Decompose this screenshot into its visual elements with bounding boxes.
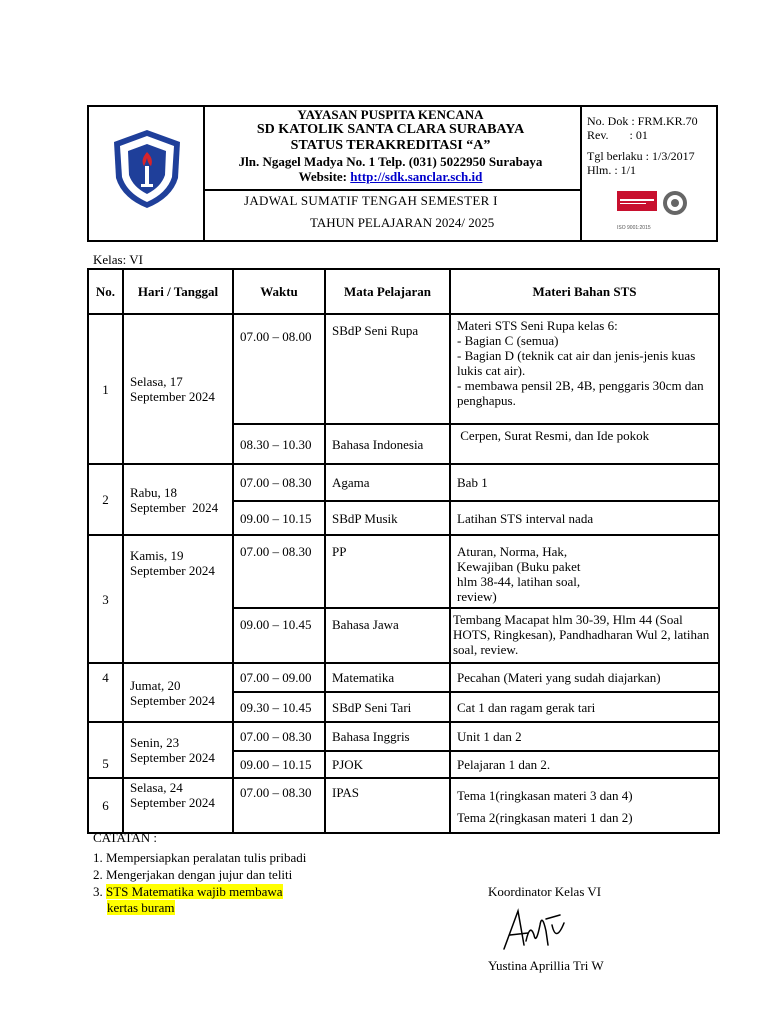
row-subject: Matematika — [325, 663, 450, 692]
row-subject: PJOK — [325, 751, 450, 778]
row-time: 07.00 – 08.30 — [233, 722, 325, 751]
row-time: 07.00 – 08.00 — [233, 314, 325, 424]
table-row — [88, 464, 719, 501]
school-logo — [110, 128, 184, 214]
website-line — [202, 169, 579, 184]
row-material: Cat 1 dan ragam gerak tari — [450, 692, 719, 722]
school-name: SD KATOLIK SANTA CLARA SURABAYA — [256, 122, 525, 137]
notes-title: CATATAN : — [93, 830, 158, 845]
row-material: Materi STS Seni Rupa kelas 6: - Bagian C (semua) - Bagian D (teknik cat air dan jenis-jenis kuas lukis cat air). - membawa pensil 2B, 4B, penggaris 30cm dan penghapus. — [450, 314, 719, 424]
foundation-name: YAYASAN PUSPITA KENCANA — [297, 107, 484, 122]
note-item — [93, 884, 283, 899]
row-time: 09.00 – 10.45 — [233, 608, 325, 663]
row-time: 07.00 – 08.30 — [233, 535, 325, 608]
row-day: Senin, 23 September 2024 — [123, 722, 233, 778]
website-label: Website: — [298, 169, 348, 184]
doc-title-1: JADWAL SUMATIF TENGAH SEMESTER I — [244, 193, 498, 208]
note-item: 2. Mengerjakan dengan jujur dan teliti — [93, 867, 293, 882]
signature-role: Koordinator Kelas VI — [488, 884, 602, 899]
row-number: 3 — [88, 535, 123, 663]
row-material: Cerpen, Surat Resmi, dan Ide pokok — [450, 424, 719, 464]
row-time: 08.30 – 10.30 — [233, 424, 325, 464]
row-day: Kamis, 19 September 2024 — [123, 535, 233, 663]
col-day: Hari / Tanggal — [123, 269, 233, 314]
table-header-row — [88, 269, 719, 314]
accreditation-status: STATUS TERAKREDITASI “A” — [290, 138, 491, 153]
row-subject: SBdP Seni Tari — [325, 692, 450, 722]
row-material: Bab 1 — [450, 464, 719, 501]
doc-revision: Rev. : 01 — [587, 128, 648, 142]
row-time: 09.30 – 10.45 — [233, 692, 325, 722]
school-address: Jln. Ngagel Madya No. 1 Telp. (031) 5022950 Surabaya — [238, 154, 543, 169]
table-row — [88, 535, 719, 608]
row-number: 1 — [88, 314, 123, 464]
col-subject: Mata Pelajaran — [325, 269, 450, 314]
col-time: Waktu — [233, 269, 325, 314]
row-time: 07.00 – 09.00 — [233, 663, 325, 692]
note-item-cont — [107, 900, 175, 915]
row-material: Pelajaran 1 dan 2. — [450, 751, 719, 778]
row-subject: Bahasa Indonesia — [325, 424, 450, 464]
doc-number: No. Dok : FRM.KR.70 — [587, 114, 698, 128]
row-number: 6 — [88, 778, 123, 833]
col-material: Materi Bahan STS — [450, 269, 719, 314]
row-material: Tembang Macapat hlm 30-39, Hlm 44 (Soal HOTS, Ringkesan), Pandhadharan Wul 2, latihan soal, review. — [450, 608, 719, 663]
row-material: Unit 1 dan 2 — [450, 722, 719, 751]
row-day: Rabu, 18 September 2024 — [123, 464, 233, 535]
row-material: Pecahan (Materi yang sudah diajarkan) — [450, 663, 719, 692]
header-divider-mid — [203, 189, 580, 191]
signature-name: Yustina Aprillia Tri W — [488, 958, 604, 973]
row-time: 09.00 – 10.15 — [233, 751, 325, 778]
table-row — [88, 663, 719, 692]
doc-page: Hlm. : 1/1 — [587, 163, 637, 177]
table-row — [88, 778, 719, 833]
row-day: Jumat, 20 September 2024 — [123, 663, 233, 722]
row-day: Selasa, 24 September 2024 — [123, 778, 233, 833]
row-subject: SBdP Seni Rupa — [325, 314, 450, 424]
row-subject: Bahasa Inggris — [325, 722, 450, 751]
class-label: Kelas: VI — [93, 252, 143, 267]
row-subject: Bahasa Jawa — [325, 608, 450, 663]
doc-title-2: TAHUN PELAJARAN 2024/ 2025 — [310, 215, 495, 230]
schedule-table — [87, 268, 720, 834]
note-item-number: 3. — [93, 884, 106, 899]
row-material: Aturan, Norma, Hak, Kewajiban (Buku paket hlm 38-44, latihan soal, review) — [450, 535, 719, 608]
row-subject: SBdP Musik — [325, 501, 450, 535]
row-time: 07.00 – 08.30 — [233, 778, 325, 833]
iso-cert-logo — [617, 189, 693, 231]
table-row — [88, 722, 719, 751]
col-no: No. — [88, 269, 123, 314]
signature-mark — [500, 905, 575, 957]
row-day: Selasa, 17 September 2024 — [123, 314, 233, 464]
row-time: 07.00 – 08.30 — [233, 464, 325, 501]
row-number: 5 — [88, 722, 123, 778]
iso-label: ISO 9001:2015 — [617, 225, 651, 231]
doc-valid-date: Tgl berlaku : 1/3/2017 — [587, 149, 695, 163]
row-material: Tema 1(ringkasan materi 3 dan 4) Tema 2(ringkasan materi 1 dan 2) — [450, 778, 719, 833]
row-time: 09.00 – 10.15 — [233, 501, 325, 535]
row-subject: Agama — [325, 464, 450, 501]
row-material: Latihan STS interval nada — [450, 501, 719, 535]
row-number: 4 — [88, 663, 123, 722]
row-subject: PP — [325, 535, 450, 608]
header-divider-right — [580, 107, 582, 240]
website-link[interactable]: http://sdk.sanclar.sch.id — [350, 169, 483, 184]
note-highlight: STS Matematika wajib membawa — [106, 884, 283, 899]
row-subject: IPAS — [325, 778, 450, 833]
note-item: 1. Mempersiapkan peralatan tulis pribadi — [93, 850, 307, 865]
row-number: 2 — [88, 464, 123, 535]
note-highlight: kertas buram — [107, 900, 175, 915]
table-row — [88, 314, 719, 424]
